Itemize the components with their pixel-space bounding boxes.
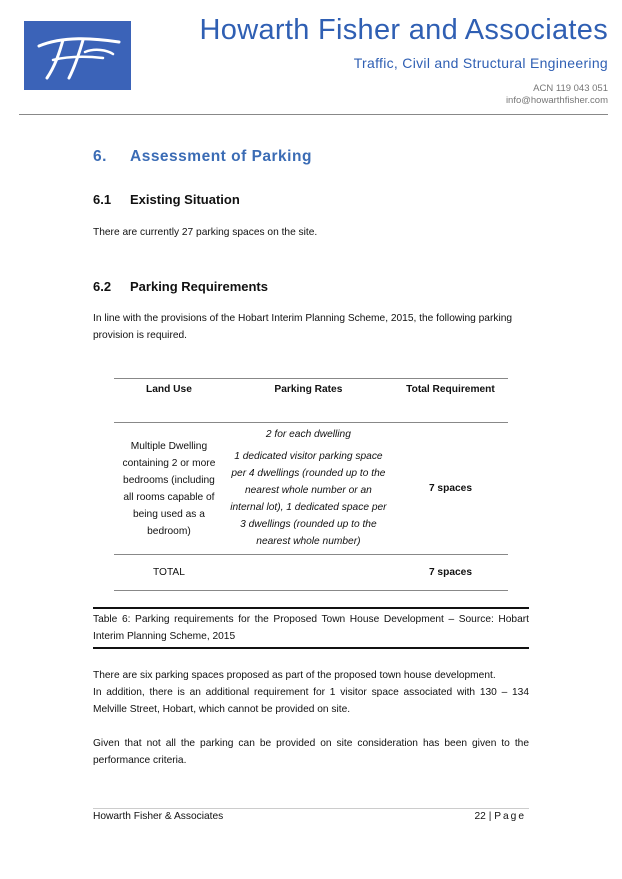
page-label: Page <box>494 811 526 822</box>
footer-divider <box>93 808 529 809</box>
section-title: Assessment of Parking <box>130 148 312 165</box>
total-requirement-cell: 7 spaces <box>393 423 508 555</box>
subsection-heading-existing <box>93 192 240 207</box>
total-label-cell: TOTAL <box>114 555 224 591</box>
page-number <box>475 811 526 822</box>
parking-requirements-table <box>114 378 508 591</box>
proposed-spaces-text: There are six parking spaces proposed as part of the proposed town house development. <box>93 670 496 681</box>
visitor-space-text: In addition, there is an additional requirement for 1 visitor space associated with 130 – 134 Melville Street, Hobart, which cannot be provided on site. <box>93 687 529 715</box>
subsection-number: 6.1 <box>93 192 112 207</box>
land-use-cell: Multiple Dwelling containing 2 or more bedrooms (including all rooms capable of being used as a bedroom) <box>114 423 224 555</box>
header-divider <box>19 114 608 115</box>
subsection-number: 6.2 <box>93 279 112 294</box>
subsection-title: Parking Requirements <box>130 279 268 294</box>
page-separator: | <box>488 811 492 822</box>
page-number-value: 22 <box>474 811 486 822</box>
parking-rate-dwelling: 2 for each dwelling <box>265 429 351 440</box>
total-value-cell: 7 spaces <box>393 555 508 591</box>
acn-number: ACN 119 043 051 <box>533 83 608 94</box>
table-row <box>114 423 508 555</box>
column-header-parking-rates: Parking Rates <box>224 379 393 423</box>
company-logo <box>24 21 131 90</box>
subsection-heading-requirements <box>93 279 268 294</box>
table-total-row <box>114 555 508 591</box>
table-header-row <box>114 379 508 423</box>
empty-cell <box>224 555 393 591</box>
parking-requirements-text: In line with the provisions of the Hobart Interim Planning Scheme, 2015, the following parking provision is required. <box>93 313 513 341</box>
company-tagline: Traffic, Civil and Structural Engineering <box>353 55 608 71</box>
table-caption: Table 6: Parking requirements for the Proposed Town House Development – Source: Hobart Interim Planning Scheme, 2015 <box>93 607 529 649</box>
footer-company: Howarth Fisher & Associates <box>93 811 224 822</box>
company-name: Howarth Fisher and Associates <box>199 14 608 46</box>
parking-rate-visitor: 1 dedicated visitor parking space per 4 dwellings (rounded up to the nearest whole number or an internal lot), 1 dedicated space per 3 dwellings (rounded up to the nearest whole number) <box>230 451 387 547</box>
subsection-title: Existing Situation <box>130 192 240 207</box>
existing-situation-text: There are currently 27 parking spaces on the site. <box>93 227 318 238</box>
performance-criteria-text: Given that not all the parking can be provided on site consideration has been given to the performance criteria. <box>93 738 529 766</box>
column-header-total-requirement: Total Requirement <box>393 379 508 423</box>
hf-monogram-icon <box>33 28 123 84</box>
section-heading <box>93 148 312 166</box>
column-header-land-use: Land Use <box>114 379 224 423</box>
parking-rates-cell <box>224 423 393 555</box>
company-email: info@howarthfisher.com <box>505 95 608 106</box>
section-number: 6. <box>93 148 107 165</box>
